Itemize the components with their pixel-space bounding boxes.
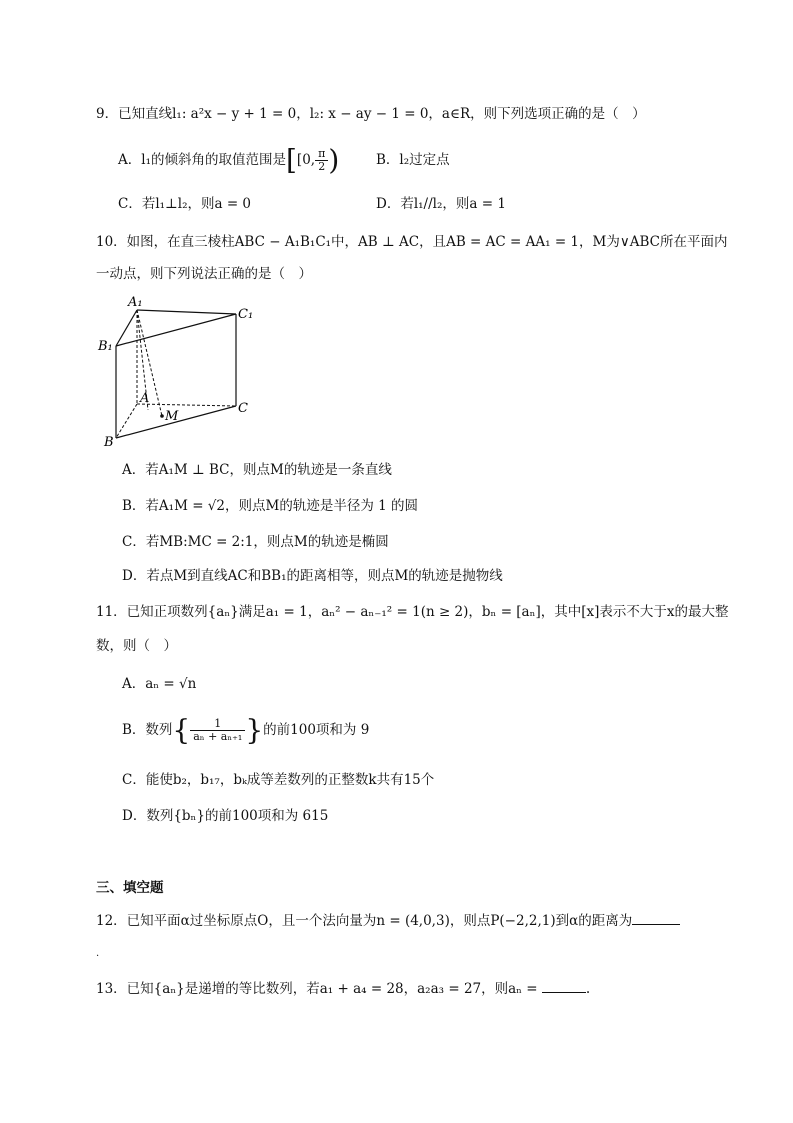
q10-stem-line2: 一动点，则下列说法正确的是（ ） xyxy=(96,266,312,282)
q13-stem-text: 13．已知{aₙ}是递增的等比数列，若a₁ + a₄ = 28，a₂a₃ = 27，则aₙ = xyxy=(96,981,538,997)
edge-ac-hidden xyxy=(137,404,236,406)
q11-stem-line1: 11．已知正项数列{aₙ}满足a₁ = 1，aₙ² − aₙ₋₁² = 1(n ≥ 2)，bₙ = [aₙ]，其中[x]表示不大于x的最大整 xyxy=(96,604,729,620)
q11-option-b-suffix: 的前100项和为 9 xyxy=(263,722,370,738)
edge-a1b1 xyxy=(116,310,137,346)
q13-answer-blank[interactable] xyxy=(542,978,586,993)
q11-frac-den: aₙ + aₙ₊₁ xyxy=(193,730,243,743)
label-m: M xyxy=(165,409,179,424)
label-b: B xyxy=(104,435,114,450)
q9-frac-den: 2 xyxy=(318,160,326,173)
q9-option-b: B．l₂过定点 xyxy=(376,152,450,168)
q10-option-b: B．若A₁M = √2，则点M的轨迹是半径为 1 的圆 xyxy=(122,498,418,514)
q12-answer-blank[interactable] xyxy=(632,910,680,925)
q10-stem-line1: 10．如图，在直三棱柱ABC − A₁B₁C₁中，AB ⊥ AC，且AB = AC = AA₁ = 1，M为∨ABC所在平面内 xyxy=(96,234,728,250)
q11-frac-num: 1 xyxy=(190,718,245,731)
q11-option-c: C．能使b₂，b₁₇，bₖ成等差数列的正整数k共有15个 xyxy=(122,772,435,788)
q9-option-d: D．若l₁//l₂，则a = 1 xyxy=(376,196,506,212)
point-m xyxy=(160,414,164,418)
q10-option-a: A．若A₁M ⊥ BC，则点M的轨迹是一条直线 xyxy=(122,462,392,478)
q11-option-d: D．数列{bₙ}的前100项和为 615 xyxy=(122,808,329,824)
q9-frac-num: π xyxy=(315,148,328,161)
q10-option-d: D．若点M到直线AC和BB₁的距离相等，则点M的轨迹是抛物线 xyxy=(122,568,503,584)
label-c: C xyxy=(238,401,248,416)
q10-option-c: C．若MB:MC = 2:1，则点M的轨迹是椭圆 xyxy=(122,534,389,550)
q11-fraction xyxy=(190,718,245,743)
q13-end: . xyxy=(585,981,591,997)
q11-option-b xyxy=(122,714,369,747)
q11-brace-left: { xyxy=(172,713,191,747)
edge-b1c1 xyxy=(116,314,236,346)
q11-option-b-prefix: B．数列 xyxy=(122,722,173,738)
q9-option-c: C．若l₁⊥l₂，则a = 0 xyxy=(118,196,252,212)
q9-stem: 9．已知直线l₁: a²x − y + 1 = 0，l₂: x − ay − 1 = 0，a∈R，则下列选项正确的是（ ） xyxy=(96,106,646,122)
q9-option-a-text: A．l₁的倾斜角的取值范围是 xyxy=(118,152,286,168)
label-a1: A₁ xyxy=(128,295,143,310)
q12-tail: . xyxy=(96,948,100,959)
edge-a1c1 xyxy=(137,310,236,314)
q9-option-a xyxy=(118,143,340,177)
q9-zero: [0, xyxy=(296,152,316,168)
q9-fraction xyxy=(315,148,328,173)
prism-figure xyxy=(100,292,270,452)
q12-stem xyxy=(96,910,680,931)
q11-brace-right: } xyxy=(245,713,264,747)
q9-bracket-right: ) xyxy=(328,143,340,177)
q11-option-a: A．aₙ = √n xyxy=(122,676,197,692)
section-fill-in-title: 三、填空题 xyxy=(96,880,164,896)
label-c1: C₁ xyxy=(238,307,254,322)
q12-stem-text: 12．已知平面α过坐标原点O，且一个法向量为n = (4,0,3)，则点P(−2,2,1)到α的距离为 xyxy=(96,913,633,929)
q11-stem-line2: 数，则（ ） xyxy=(96,638,177,654)
label-b1: B₁ xyxy=(98,339,113,354)
q13-stem xyxy=(96,978,590,999)
q9-bracket-left: [ xyxy=(285,143,297,177)
label-a: A xyxy=(140,391,150,406)
